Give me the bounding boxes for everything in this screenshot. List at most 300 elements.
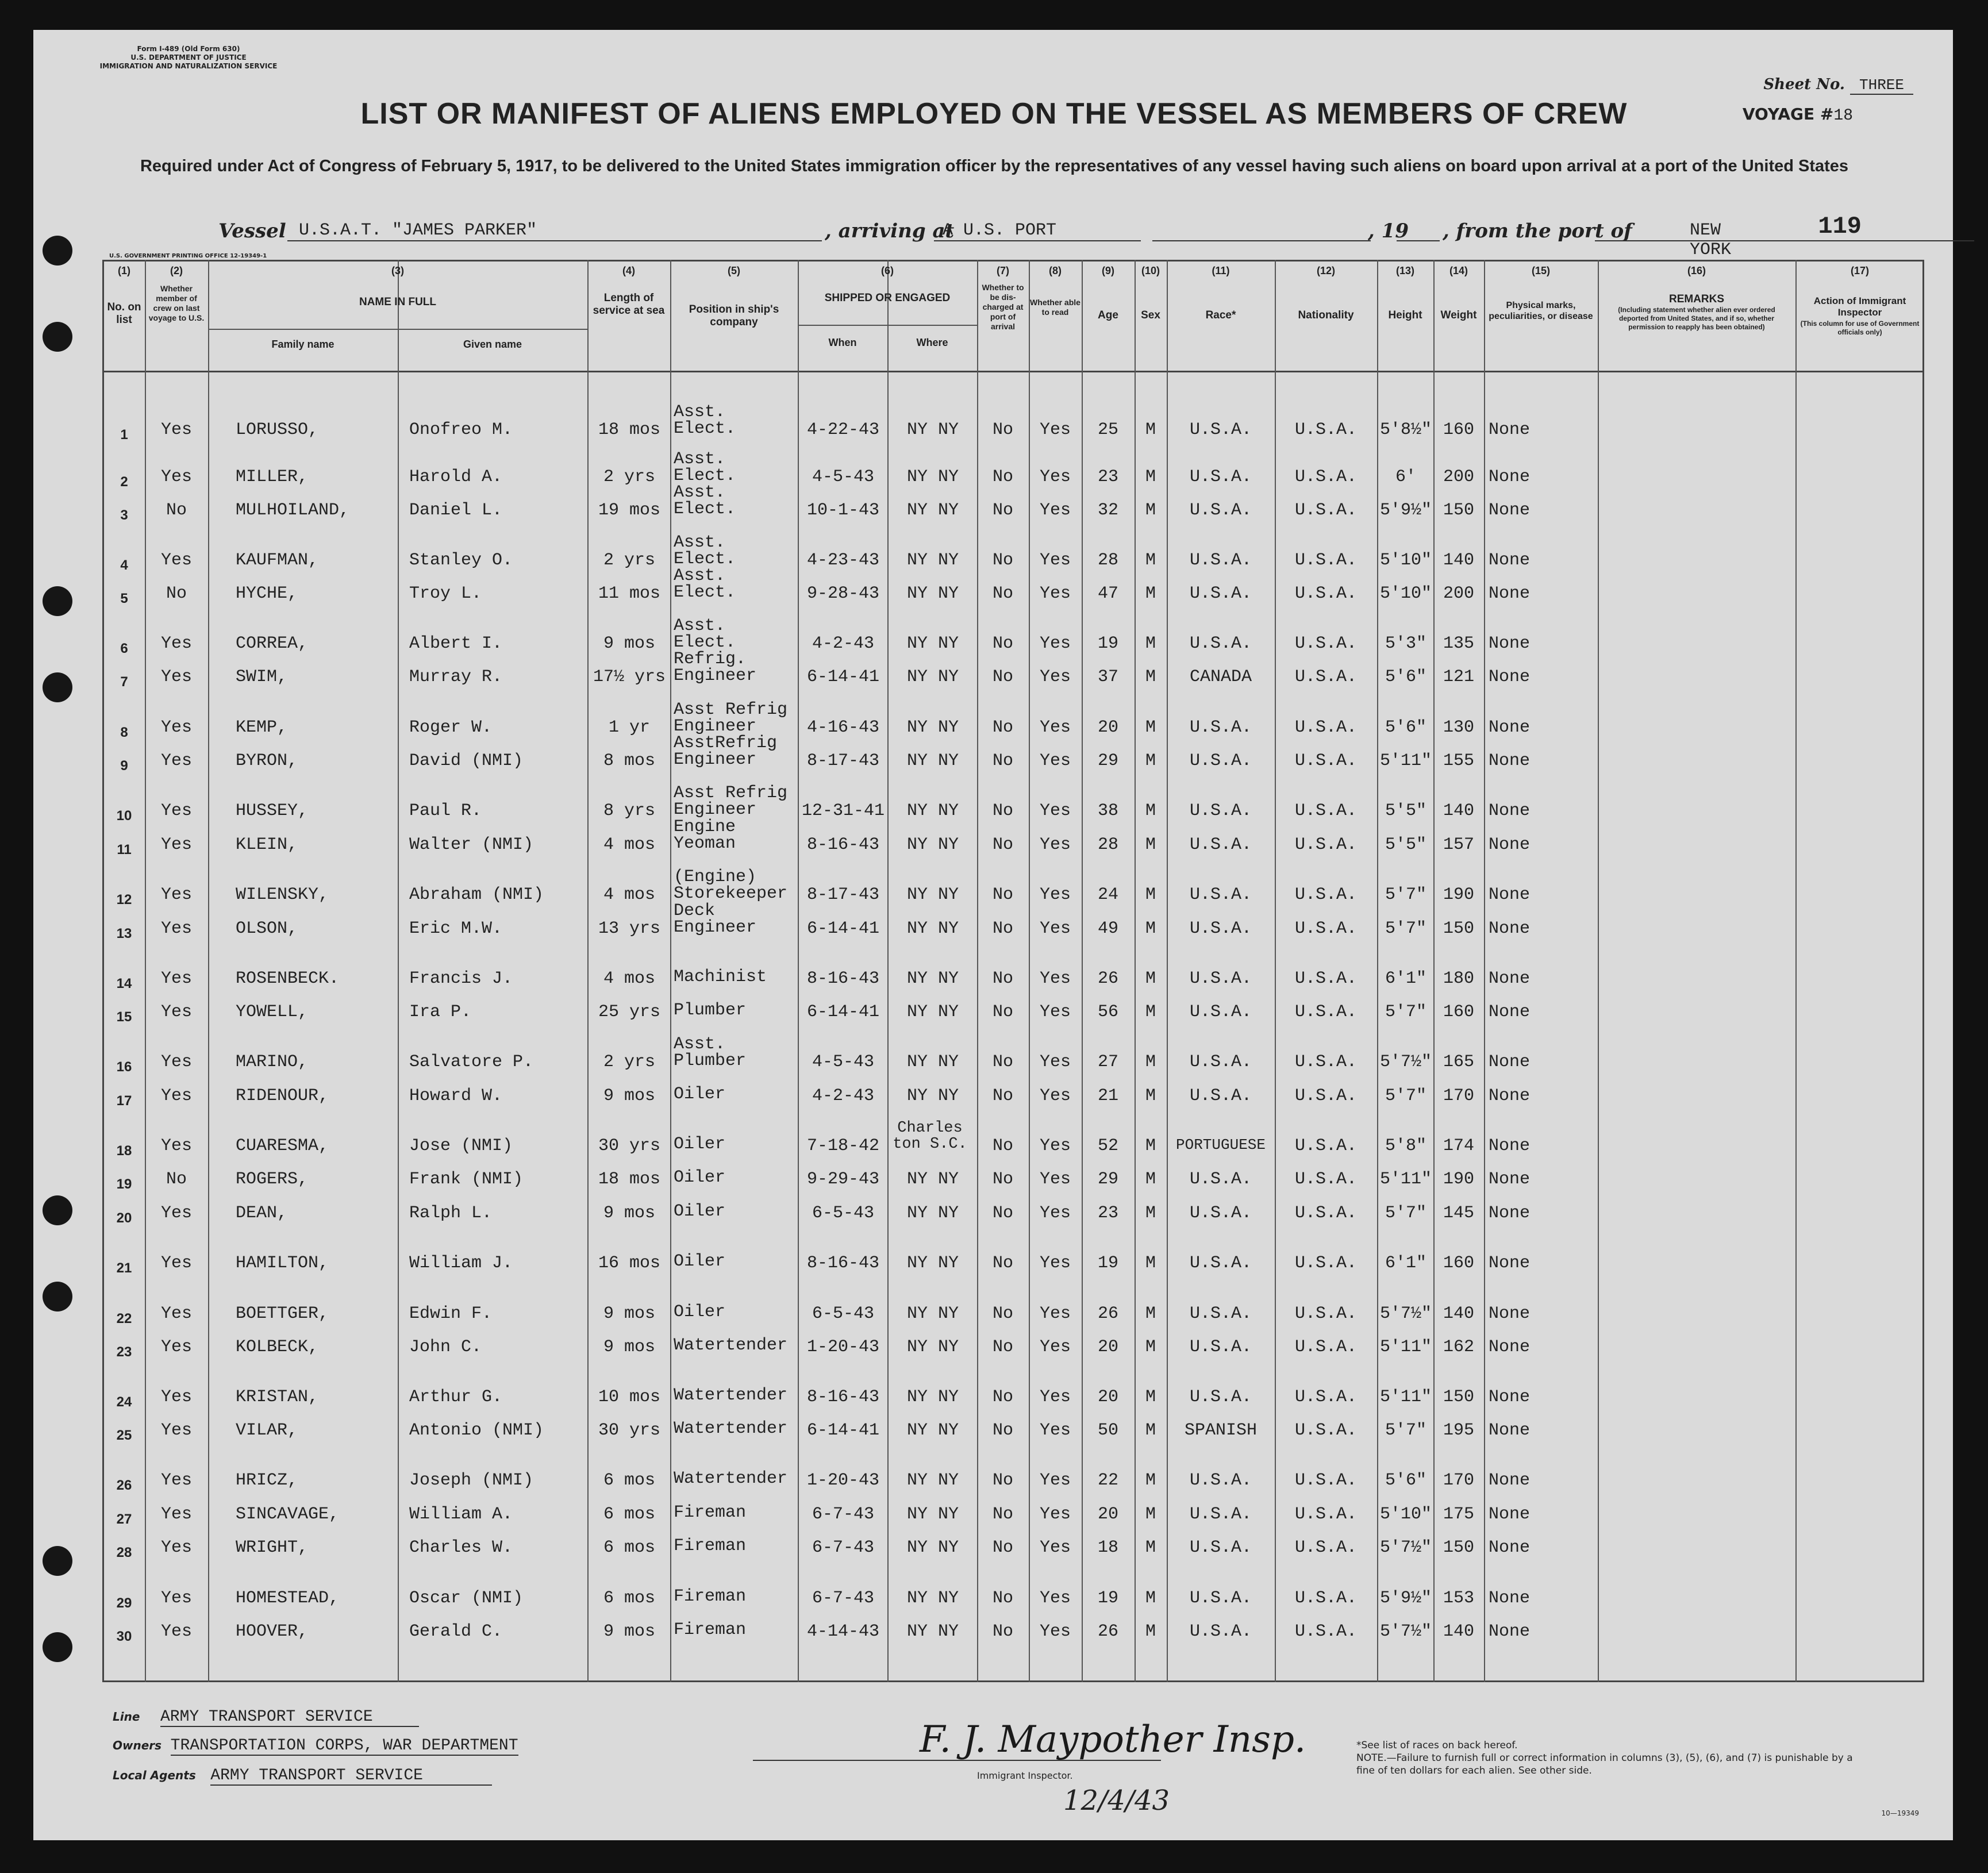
cell-where: NY NY — [906, 751, 959, 771]
cell-position: Watertender — [674, 1419, 788, 1439]
cell-position: Asst Refrig Engineer — [674, 783, 788, 820]
cell-height: 5'7" — [1385, 1203, 1426, 1223]
cell-when: 4-14-43 — [806, 1622, 880, 1641]
cell-where: NY NY — [906, 1203, 959, 1223]
cell-height: 6'1" — [1385, 969, 1426, 989]
cell-last: Yes — [160, 969, 192, 989]
cell-disch: No — [992, 1052, 1013, 1072]
cell-sex: M — [1145, 751, 1156, 771]
cell-disch: No — [992, 667, 1013, 687]
cell-marks: None — [1489, 1052, 1531, 1072]
cell-race: U.S.A. — [1189, 1203, 1252, 1223]
row-number: 9 — [120, 758, 128, 774]
cell-weight: 153 — [1443, 1589, 1474, 1608]
cell-given: Walter (NMI) — [409, 835, 534, 855]
row-number: 18 — [116, 1143, 132, 1159]
cell-weight: 160 — [1443, 1002, 1474, 1022]
cell-sex: M — [1145, 551, 1156, 570]
cell-where: NY NY — [906, 1505, 959, 1524]
col-header-name: NAME IN FULL — [359, 296, 437, 308]
col-header-family-name: Family name — [271, 339, 334, 350]
cell-weight: 150 — [1443, 1387, 1474, 1407]
cell-disch: No — [992, 420, 1013, 440]
cell-last: Yes — [160, 420, 192, 440]
cell-where: NY NY — [906, 1471, 959, 1490]
cell-disch: No — [992, 1337, 1013, 1357]
cell-given: Howard W. — [409, 1086, 503, 1106]
cell-position: Watertender — [674, 1386, 788, 1405]
cell-nat: U.S.A. — [1294, 584, 1358, 603]
col-header-height: Height — [1388, 309, 1422, 321]
cell-where: NY NY — [906, 467, 959, 487]
cell-race: U.S.A. — [1189, 1589, 1252, 1608]
cell-height: 6'1" — [1385, 1253, 1426, 1273]
cell-where: NY NY — [906, 584, 959, 603]
col-num-11: (11) — [1212, 265, 1230, 276]
cell-marks: None — [1489, 1253, 1531, 1273]
cell-given: Ralph L. — [409, 1203, 493, 1223]
col-num-4: (4) — [622, 265, 635, 276]
cell-disch: No — [992, 1622, 1013, 1641]
cell-age: 24 — [1097, 885, 1118, 905]
cell-nat: U.S.A. — [1294, 551, 1358, 570]
cell-given: William A. — [409, 1505, 513, 1524]
cell-disch: No — [992, 1505, 1013, 1524]
cell-position: Watertender — [674, 1336, 788, 1355]
cell-given: Gerald C. — [409, 1622, 503, 1641]
cell-height: 5'10" — [1379, 1505, 1432, 1524]
cell-disch: No — [992, 1136, 1013, 1156]
page-title: LIST OR MANIFEST OF ALIENS EMPLOYED ON THE VESSEL AS MEMBERS OF CREW — [360, 97, 1628, 130]
cell-sex: M — [1145, 667, 1156, 687]
cell-age: 23 — [1097, 467, 1118, 487]
cell-disch: No — [992, 1002, 1013, 1022]
cell-when: 4-22-43 — [806, 420, 880, 440]
cell-marks: None — [1489, 1538, 1531, 1557]
cell-service: 2 yrs — [603, 1052, 655, 1072]
cell-nat: U.S.A. — [1294, 667, 1358, 687]
cell-family: DEAN, — [236, 1203, 288, 1223]
cell-marks: None — [1489, 801, 1531, 821]
cell-nat: U.S.A. — [1294, 1170, 1358, 1189]
cell-sex: M — [1145, 467, 1156, 487]
cell-service: 10 mos — [598, 1387, 661, 1407]
cell-sex: M — [1145, 420, 1156, 440]
cell-age: 29 — [1097, 1170, 1118, 1189]
cell-when: 12-31-41 — [801, 801, 885, 821]
col-header-given-name: Given name — [463, 339, 522, 350]
cell-given: Arthur G. — [409, 1387, 503, 1407]
binder-hole — [43, 1546, 72, 1576]
col-header-inspector: Action of Immigrant Inspector — [1813, 295, 1906, 318]
cell-last: Yes — [160, 1622, 192, 1641]
form-number: 10—19349 — [1881, 1809, 1919, 1817]
vessel-line: Vessel U.S.A.T. "JAMES PARKER" , arriving at A U.S. PORT , 19 , from the port of NEW YORK — [218, 220, 1770, 243]
cell-position: Asst Refrig Engineer — [674, 700, 788, 736]
row-number: 12 — [116, 892, 132, 907]
cell-read: Yes — [1039, 1136, 1071, 1156]
cell-position: Asst. Elect. — [674, 566, 736, 602]
cell-nat: U.S.A. — [1294, 1136, 1358, 1156]
cell-race: U.S.A. — [1189, 1002, 1252, 1022]
signature-line — [753, 1760, 1161, 1761]
cell-age: 19 — [1097, 1253, 1118, 1273]
cell-sex: M — [1145, 1304, 1156, 1324]
col-header-weight: Weight — [1440, 309, 1477, 321]
cell-where: Charles ton S.C. — [893, 1120, 967, 1153]
cell-disch: No — [992, 1538, 1013, 1557]
col-num-1: (1) — [118, 265, 130, 276]
cell-weight: 140 — [1443, 551, 1474, 570]
cell-given: Abraham (NMI) — [409, 885, 544, 905]
cell-weight: 190 — [1443, 1170, 1474, 1189]
cell-weight: 140 — [1443, 1622, 1474, 1641]
row-number: 15 — [116, 1009, 132, 1025]
cell-height: 5'11" — [1379, 751, 1432, 771]
cell-last: Yes — [160, 751, 192, 771]
cell-height: 5'6" — [1385, 667, 1426, 687]
cell-read: Yes — [1039, 885, 1071, 905]
cell-age: 50 — [1097, 1421, 1118, 1440]
cell-where: NY NY — [906, 1337, 959, 1357]
cell-weight: 170 — [1443, 1471, 1474, 1490]
cell-sex: M — [1145, 1471, 1156, 1490]
cell-age: 27 — [1097, 1052, 1118, 1072]
cell-read: Yes — [1039, 1170, 1071, 1189]
cell-last: No — [166, 501, 187, 520]
footer-note: *See list of races on back hereof. NOTE.—Failure to furnish full or correct information in columns (3), (5), (6), and (7) is punishable by a fine of ten dollars for each alien. See other side. — [1356, 1740, 1853, 1776]
cell-where: NY NY — [906, 1387, 959, 1407]
cell-height: 5'7" — [1385, 919, 1426, 939]
cell-last: Yes — [160, 801, 192, 821]
cell-marks: None — [1489, 1387, 1531, 1407]
cell-read: Yes — [1039, 801, 1071, 821]
cell-family: ROGERS, — [236, 1170, 309, 1189]
cell-race: SPANISH — [1184, 1421, 1258, 1440]
cell-weight: 130 — [1443, 718, 1474, 737]
cell-position: Engine Yeoman — [674, 817, 736, 853]
cell-service: 4 mos — [603, 835, 655, 855]
cell-marks: None — [1489, 1471, 1531, 1490]
cell-family: CUARESMA, — [236, 1136, 329, 1156]
cell-sex: M — [1145, 1337, 1156, 1357]
cell-read: Yes — [1039, 835, 1071, 855]
cell-disch: No — [992, 751, 1013, 771]
cell-last: Yes — [160, 1538, 192, 1557]
cell-where: NY NY — [906, 919, 959, 939]
col-num-14: (14) — [1449, 265, 1468, 276]
row-number: 10 — [116, 808, 132, 824]
cell-given: Harold A. — [409, 467, 503, 487]
col-header-last-voyage: Whether member of crew on last voyage to U.S. — [148, 284, 205, 322]
cell-height: 5'9½" — [1379, 501, 1432, 520]
cell-read: Yes — [1039, 1304, 1071, 1324]
footer-owners: Owners TRANSPORTATION CORPS, WAR DEPARTMENT — [113, 1737, 518, 1755]
col-header-position: Position in ship's company — [689, 303, 779, 328]
cell-sex: M — [1145, 1589, 1156, 1608]
cell-race: U.S.A. — [1189, 1052, 1252, 1072]
cell-read: Yes — [1039, 1505, 1071, 1524]
cell-given: Joseph (NMI) — [409, 1471, 534, 1490]
cell-race: U.S.A. — [1189, 551, 1252, 570]
cell-marks: None — [1489, 667, 1531, 687]
cell-weight: 190 — [1443, 885, 1474, 905]
cell-marks: None — [1489, 919, 1531, 939]
col-num-3: (3) — [391, 265, 404, 276]
cell-nat: U.S.A. — [1294, 1589, 1358, 1608]
cell-marks: None — [1489, 885, 1531, 905]
cell-nat: U.S.A. — [1294, 718, 1358, 737]
cell-age: 28 — [1097, 835, 1118, 855]
cell-last: Yes — [160, 919, 192, 939]
cell-family: HOMESTEAD, — [236, 1589, 340, 1608]
cell-read: Yes — [1039, 1253, 1071, 1273]
cell-nat: U.S.A. — [1294, 1052, 1358, 1072]
cell-race: U.S.A. — [1189, 501, 1252, 520]
cell-position: Asst. Elect. — [674, 533, 736, 569]
cell-nat: U.S.A. — [1294, 1387, 1358, 1407]
cell-when: 8-16-43 — [806, 1253, 880, 1273]
cell-weight: 150 — [1443, 1538, 1474, 1557]
cell-sex: M — [1145, 835, 1156, 855]
cell-where: NY NY — [906, 420, 959, 440]
cell-marks: None — [1489, 420, 1531, 440]
cell-age: 32 — [1097, 501, 1118, 520]
cell-nat: U.S.A. — [1294, 751, 1358, 771]
cell-last: Yes — [160, 667, 192, 687]
cell-when: 6-7-43 — [812, 1505, 875, 1524]
cell-when: 8-16-43 — [806, 1387, 880, 1407]
cell-height: 5'7½" — [1379, 1538, 1432, 1557]
cell-sex: M — [1145, 1052, 1156, 1072]
sheet-number: Sheet No. THREE — [1763, 76, 1913, 95]
cell-disch: No — [992, 634, 1013, 653]
cell-weight: 180 — [1443, 969, 1474, 989]
cell-service: 2 yrs — [603, 551, 655, 570]
cell-read: Yes — [1039, 584, 1071, 603]
cell-position: Oiler — [674, 1302, 726, 1322]
cell-sex: M — [1145, 1622, 1156, 1641]
cell-position: AsstRefrig Engineer — [674, 733, 778, 770]
inspector-signature: F. J. Maypother Insp. — [920, 1718, 1306, 1761]
cell-height: 5'7" — [1385, 885, 1426, 905]
cell-disch: No — [992, 969, 1013, 989]
cell-given: Oscar (NMI) — [409, 1589, 524, 1608]
cell-last: Yes — [160, 1253, 192, 1273]
cell-sex: M — [1145, 801, 1156, 821]
cell-height: 5'11" — [1379, 1170, 1432, 1189]
col-num-15: (15) — [1531, 265, 1550, 276]
cell-family: MULHOILAND, — [236, 501, 350, 520]
row-number: 4 — [120, 557, 128, 573]
cell-disch: No — [992, 885, 1013, 905]
cell-last: Yes — [160, 1337, 192, 1357]
cell-marks: None — [1489, 1421, 1531, 1440]
cell-race: U.S.A. — [1189, 1086, 1252, 1106]
cell-weight: 170 — [1443, 1086, 1474, 1106]
cell-service: 30 yrs — [598, 1136, 661, 1156]
row-number: 27 — [116, 1512, 132, 1527]
cell-sex: M — [1145, 885, 1156, 905]
cell-age: 52 — [1097, 1136, 1118, 1156]
cell-where: NY NY — [906, 501, 959, 520]
cell-when: 1-20-43 — [806, 1471, 880, 1490]
cell-sex: M — [1145, 969, 1156, 989]
cell-position: Fireman — [674, 1503, 747, 1522]
cell-sex: M — [1145, 1505, 1156, 1524]
cell-age: 49 — [1097, 919, 1118, 939]
cell-sex: M — [1145, 1203, 1156, 1223]
cell-height: 5'5" — [1385, 801, 1426, 821]
cell-weight: 145 — [1443, 1203, 1474, 1223]
cell-read: Yes — [1039, 1086, 1071, 1106]
cell-sex: M — [1145, 1253, 1156, 1273]
cell-marks: None — [1489, 1086, 1531, 1106]
cell-family: BYRON, — [236, 751, 298, 771]
cell-last: No — [166, 1170, 187, 1189]
cell-where: NY NY — [906, 885, 959, 905]
cell-when: 4-5-43 — [812, 467, 875, 487]
cell-age: 26 — [1097, 1622, 1118, 1641]
col-header-shipped: SHIPPED OR ENGAGED — [824, 292, 951, 304]
cell-family: SINCAVAGE, — [236, 1505, 340, 1524]
cell-read: Yes — [1039, 551, 1071, 570]
cell-age: 26 — [1097, 969, 1118, 989]
col-header-marks: Physical marks, peculiarities, or disease — [1489, 301, 1593, 321]
cell-weight: 195 — [1443, 1421, 1474, 1440]
arrival-port: A U.S. PORT — [943, 221, 1057, 240]
cell-where: NY NY — [906, 667, 959, 687]
binder-hole — [43, 1195, 72, 1225]
col-header-where: Where — [916, 337, 948, 348]
row-number: 25 — [116, 1428, 132, 1443]
cell-where: NY NY — [906, 1253, 959, 1273]
cell-when: 4-2-43 — [812, 634, 875, 653]
cell-height: 5'3" — [1385, 634, 1426, 653]
row-number: 8 — [120, 725, 128, 740]
cell-read: Yes — [1039, 420, 1071, 440]
cell-height: 5'10" — [1379, 551, 1432, 570]
col-num-16: (16) — [1687, 265, 1706, 276]
cell-last: Yes — [160, 1304, 192, 1324]
cell-race: U.S.A. — [1189, 1387, 1252, 1407]
cell-when: 10-1-43 — [806, 501, 880, 520]
cell-age: 25 — [1097, 420, 1118, 440]
col-num-13: (13) — [1395, 265, 1414, 276]
cell-family: BOETTGER, — [236, 1304, 329, 1324]
cell-where: NY NY — [906, 551, 959, 570]
cell-disch: No — [992, 1170, 1013, 1189]
cell-where: NY NY — [906, 1086, 959, 1106]
cell-service: 6 mos — [603, 1471, 655, 1490]
cell-when: 4-5-43 — [812, 1052, 875, 1072]
cell-race: U.S.A. — [1189, 1505, 1252, 1524]
cell-service: 8 mos — [603, 751, 655, 771]
cell-family: VILAR, — [236, 1421, 298, 1440]
cell-weight: 140 — [1443, 1304, 1474, 1324]
cell-when: 6-14-41 — [806, 667, 880, 687]
cell-height: 5'8" — [1385, 1136, 1426, 1156]
cell-family: KLEIN, — [236, 835, 298, 855]
cell-height: 5'5" — [1385, 835, 1426, 855]
row-number: 17 — [116, 1093, 132, 1109]
cell-when: 6-14-41 — [806, 1002, 880, 1022]
cell-family: LORUSSO, — [236, 420, 319, 440]
cell-marks: None — [1489, 467, 1531, 487]
row-number: 16 — [116, 1059, 132, 1075]
row-number: 26 — [116, 1478, 132, 1493]
cell-disch: No — [992, 1203, 1013, 1223]
cell-last: Yes — [160, 1136, 192, 1156]
cell-service: 6 mos — [603, 1505, 655, 1524]
cell-given: Ira P. — [409, 1002, 472, 1022]
cell-nat: U.S.A. — [1294, 835, 1358, 855]
binder-hole — [43, 322, 72, 352]
cell-age: 28 — [1097, 551, 1118, 570]
cell-nat: U.S.A. — [1294, 1304, 1358, 1324]
cell-last: Yes — [160, 835, 192, 855]
page-subtitle: Required under Act of Congress of February 5, 1917, to be delivered to the United States immigration officer by the representatives of any vessel having such aliens on board upon arrival at a port of the United States — [140, 157, 1849, 175]
cell-last: Yes — [160, 467, 192, 487]
cell-given: Frank (NMI) — [409, 1170, 524, 1189]
cell-last: Yes — [160, 1471, 192, 1490]
cell-last: Yes — [160, 1387, 192, 1407]
cell-race: U.S.A. — [1189, 919, 1252, 939]
remarks-note: (Including statement whether alien ever ordered deported from United States, and if so, whether permission to reapply has been obtained) — [1618, 306, 1775, 331]
cell-given: Edwin F. — [409, 1304, 493, 1324]
cell-height: 5'10" — [1379, 584, 1432, 603]
cell-nat: U.S.A. — [1294, 1421, 1358, 1440]
cell-service: 4 mos — [603, 969, 655, 989]
cell-weight: 121 — [1443, 667, 1474, 687]
cell-when: 7-18-42 — [806, 1136, 880, 1156]
cell-family: KOLBECK, — [236, 1337, 319, 1357]
cell-disch: No — [992, 1086, 1013, 1106]
page-number: 119 — [1818, 213, 1862, 240]
col-header-age: Age — [1098, 309, 1118, 321]
cell-nat: U.S.A. — [1294, 634, 1358, 653]
cell-family: HAMILTON, — [236, 1253, 329, 1273]
cell-read: Yes — [1039, 667, 1071, 687]
cell-sex: M — [1145, 718, 1156, 737]
cell-where: NY NY — [906, 1421, 959, 1440]
cell-marks: None — [1489, 1304, 1531, 1324]
cell-family: WILENSKY, — [236, 885, 329, 905]
row-number: 30 — [116, 1629, 132, 1644]
cell-when: 8-17-43 — [806, 885, 880, 905]
cell-nat: U.S.A. — [1294, 969, 1358, 989]
cell-height: 5'7" — [1385, 1421, 1426, 1440]
cell-read: Yes — [1039, 969, 1071, 989]
cell-given: Charles W. — [409, 1538, 513, 1557]
cell-where: NY NY — [906, 1622, 959, 1641]
cell-disch: No — [992, 467, 1013, 487]
cell-where: NY NY — [906, 1170, 959, 1189]
cell-disch: No — [992, 718, 1013, 737]
row-number: 1 — [120, 427, 128, 443]
cell-height: 5'9½" — [1379, 1589, 1432, 1608]
cell-nat: U.S.A. — [1294, 1253, 1358, 1273]
cell-family: ROSENBECK. — [236, 969, 340, 989]
row-number: 14 — [116, 976, 132, 991]
cell-last: Yes — [160, 1421, 192, 1440]
cell-read: Yes — [1039, 1622, 1071, 1641]
vessel-name: U.S.A.T. "JAMES PARKER" — [299, 221, 537, 240]
cell-race: U.S.A. — [1189, 885, 1252, 905]
cell-given: Roger W. — [409, 718, 493, 737]
cell-height: 5'7½" — [1379, 1304, 1432, 1324]
cell-race: U.S.A. — [1189, 634, 1252, 653]
